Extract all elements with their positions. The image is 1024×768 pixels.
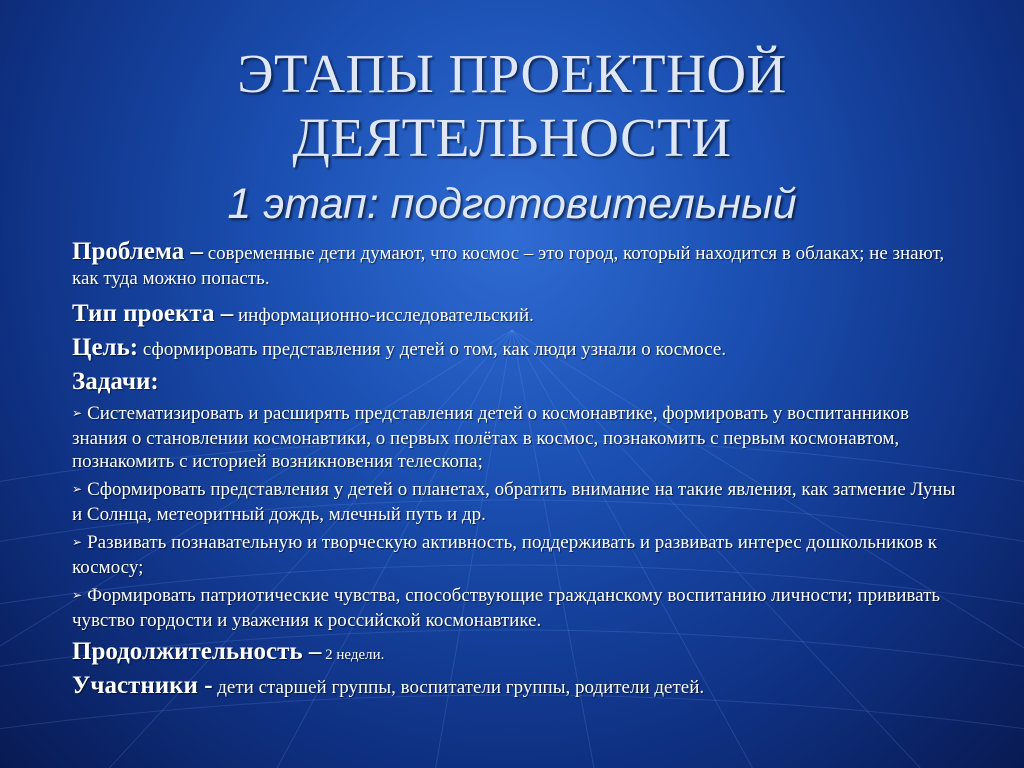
task-item <box>72 402 962 473</box>
slide-subtitle: 1 этап: подготовительный <box>227 180 797 228</box>
task-item <box>72 478 962 526</box>
duration-label: Продолжительность – <box>72 638 322 665</box>
task-text: Формировать патриотические чувства, способствующие гражданскому воспитанию личности; прививать чувство гордости и уважения к российской космонавтике. <box>72 585 941 631</box>
task-item <box>72 584 962 632</box>
title-line-2: ДЕЯТЕЛЬНОСТИ <box>292 107 732 168</box>
task-item <box>72 531 962 579</box>
duration-text: 2 недели. <box>321 647 385 663</box>
tasks-heading <box>72 368 962 396</box>
task-text: Сформировать представления у детей о планетах, обратить внимание на такие явления, как затмение Луны и Солнца, метеоритный дождь, млечный путь и др. <box>72 479 956 525</box>
duration-paragraph <box>72 638 962 666</box>
slide-content <box>72 240 962 706</box>
bullet-arrow-icon: ➢ <box>72 482 83 496</box>
participants-text: дети старшей группы, воспитатели группы, родители детей. <box>212 677 705 698</box>
goal-paragraph <box>72 334 962 362</box>
goal-text: сформировать представления у детей о том, как люди узнали о космосе. <box>138 339 727 360</box>
bullet-arrow-icon: ➢ <box>72 535 83 549</box>
bullet-arrow-icon: ➢ <box>72 406 83 420</box>
problem-text: современные дети думают, что космос – это город, который находится в облаках; не знают, как туда можно попасть. <box>72 243 945 289</box>
project-type-paragraph <box>72 300 962 328</box>
project-type-label: Тип проекта – <box>72 300 234 327</box>
goal-label: Цель: <box>72 334 139 361</box>
task-text: Развивать познавательную и творческую активность, поддерживать и развивать интерес дошкольников к космосу; <box>72 532 937 578</box>
tasks-label: Задачи: <box>72 368 159 395</box>
bullet-arrow-icon: ➢ <box>72 588 83 602</box>
problem-paragraph <box>72 240 962 292</box>
project-type-text: информационно-исследовательский. <box>233 305 534 326</box>
title-line-1: ЭТАПЫ ПРОЕКТНОЙ <box>237 43 787 104</box>
participants-label: Участники - <box>72 672 213 699</box>
participants-paragraph <box>72 672 962 700</box>
problem-label: Проблема – <box>72 238 203 265</box>
slide-title <box>0 42 1024 170</box>
task-text: Систематизировать и расширять представления детей о космонавтике, формировать у воспитанников знания о становлении космонавтики, о первых полётах в космос, познакомить с первым космонавтом, познакомить с историей возникновения телескопа; <box>72 403 909 472</box>
